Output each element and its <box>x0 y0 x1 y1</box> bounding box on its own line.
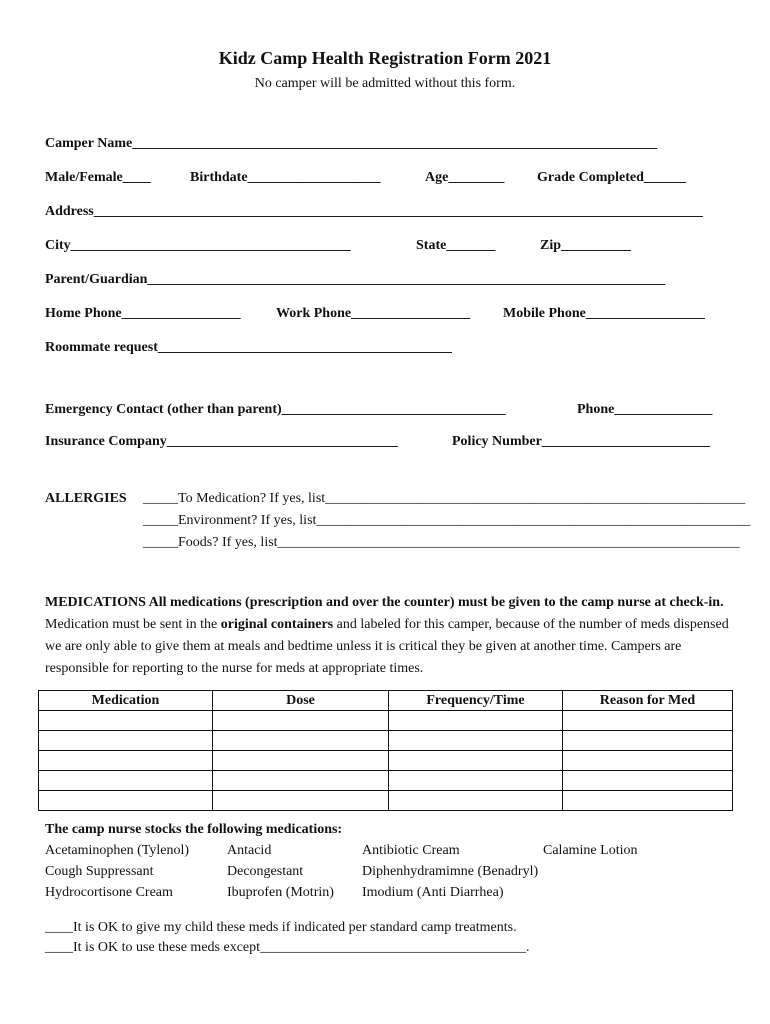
reason-cell[interactable] <box>563 791 733 811</box>
form-title: Kidz Camp Health Registration Form 2021 <box>218 48 552 68</box>
header-dose: Dose <box>213 691 389 711</box>
male-female-field[interactable]: Male/Female____ <box>45 170 151 185</box>
age-field[interactable]: Age________ <box>425 170 505 185</box>
roommate-request-field[interactable]: Roommate request__________________________________________ <box>45 340 452 355</box>
allergy-foods-field[interactable]: _____Foods? If yes, list__________________________________________________________________ <box>143 535 740 550</box>
home-phone-field[interactable]: Home Phone_________________ <box>45 306 241 321</box>
zip-field[interactable]: Zip__________ <box>540 238 632 253</box>
emergency-contact-field[interactable]: Emergency Contact (other than parent)________________________________ <box>45 402 506 417</box>
medication-cell[interactable] <box>39 731 213 751</box>
stock-item: Diphenhydramimne (Benadryl) <box>362 864 539 879</box>
consent-except-meds[interactable]: ____It is OK to use these meds except______________________________________. <box>45 940 530 955</box>
dose-cell[interactable] <box>213 771 389 791</box>
table-header-row <box>39 691 733 711</box>
medication-cell[interactable] <box>39 711 213 731</box>
parent-guardian-field[interactable]: Parent/Guardian__________________________________________________________________________ <box>45 272 666 287</box>
header-medication: Medication <box>39 691 213 711</box>
reason-cell[interactable] <box>563 711 733 731</box>
reason-cell[interactable] <box>563 751 733 771</box>
frequency-cell[interactable] <box>389 731 563 751</box>
table-row <box>39 771 733 791</box>
medications-table <box>38 690 733 811</box>
frequency-cell[interactable] <box>389 751 563 771</box>
allergies-label: ALLERGIES <box>45 491 127 506</box>
allergy-medication-field[interactable]: _____To Medication? If yes, list____________________________________________________________ <box>143 491 746 506</box>
address-field[interactable]: Address_______________________________________________________________________________________ <box>45 204 703 219</box>
stock-item: Calamine Lotion <box>543 843 638 858</box>
camper-name-field[interactable]: Camper Name___________________________________________________________________________ <box>45 136 658 151</box>
dose-cell[interactable] <box>213 731 389 751</box>
frequency-cell[interactable] <box>389 791 563 811</box>
reason-cell[interactable] <box>563 731 733 751</box>
consent-give-meds[interactable]: ____It is OK to give my child these meds if indicated per standard camp treatments. <box>45 920 517 935</box>
stock-item: Ibuprofen (Motrin) <box>227 885 334 900</box>
stock-item: Antacid <box>227 843 272 858</box>
stock-item: Cough Suppressant <box>45 864 154 879</box>
emergency-phone-field[interactable]: Phone______________ <box>577 402 713 417</box>
state-field[interactable]: State_______ <box>416 238 496 253</box>
stock-item: Imodium (Anti Diarrhea) <box>362 885 504 900</box>
stock-item: Hydrocortisone Cream <box>45 885 173 900</box>
table-row <box>39 731 733 751</box>
table-row <box>39 751 733 771</box>
reason-cell[interactable] <box>563 771 733 791</box>
frequency-cell[interactable] <box>389 771 563 791</box>
dose-cell[interactable] <box>213 751 389 771</box>
table-row <box>39 791 733 811</box>
frequency-cell[interactable] <box>389 711 563 731</box>
policy-number-field[interactable]: Policy Number________________________ <box>452 434 710 449</box>
medication-cell[interactable] <box>39 751 213 771</box>
stock-item: Acetaminophen (Tylenol) <box>45 843 190 858</box>
grade-field[interactable]: Grade Completed______ <box>537 170 686 185</box>
stock-item: Decongestant <box>227 864 304 879</box>
header-reason: Reason for Med <box>563 691 733 711</box>
table-row <box>39 711 733 731</box>
allergy-environment-field[interactable]: _____Environment? If yes, list______________________________________________________________ <box>143 513 751 528</box>
dose-cell[interactable] <box>213 711 389 731</box>
mobile-phone-field[interactable]: Mobile Phone_________________ <box>503 306 705 321</box>
work-phone-field[interactable]: Work Phone_________________ <box>276 306 471 321</box>
city-field[interactable]: City________________________________________ <box>45 238 351 253</box>
medications-paragraph <box>45 592 735 680</box>
medications-text: Medication must be sent in the <box>45 617 221 632</box>
medication-cell[interactable] <box>39 791 213 811</box>
form-subtitle: No camper will be admitted without this form. <box>254 76 516 91</box>
header-frequency: Frequency/Time <box>389 691 563 711</box>
stock-heading: The camp nurse stocks the following medications: <box>45 822 343 837</box>
insurance-company-field[interactable]: Insurance Company_________________________________ <box>45 434 398 449</box>
birthdate-field[interactable]: Birthdate___________________ <box>190 170 381 185</box>
medications-intro: MEDICATIONS All medications (prescription and over the counter) must be given to the camp nurse at check-in. <box>45 595 724 610</box>
dose-cell[interactable] <box>213 791 389 811</box>
stock-item: Antibiotic Cream <box>362 843 460 858</box>
original-containers-text: original containers <box>220 617 334 632</box>
medication-cell[interactable] <box>39 771 213 791</box>
medications-rest: and labeled for this camper, because of the number of meds dispensed we are only able to give them at meals and bedtime unless it is critical they be given at another time. Campers are responsible for reporting to the nurse for meds at appropriate times. <box>45 617 729 676</box>
